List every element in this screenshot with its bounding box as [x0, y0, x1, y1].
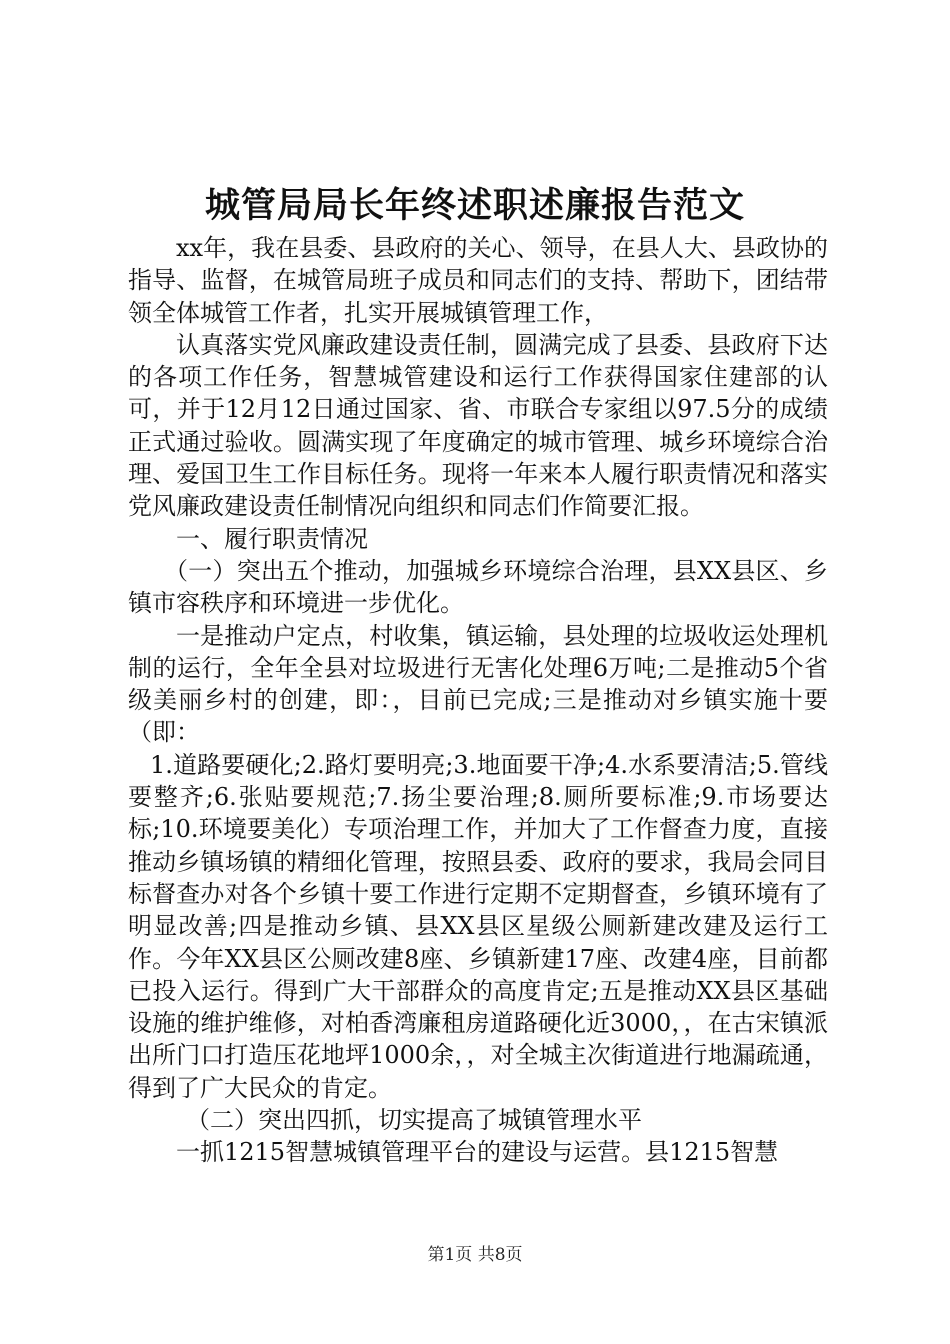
- paragraph-summary: 认真落实党风廉政建设责任制，圆满完成了县委、县政府下达的各项工作任务，智慧城管建设和运行工作获得国家住建部的认可，并于12月12日通过国家、省、市联合专家组以97.5分的成绩正式通过验收。圆满实现了年度确定的城市管理、城乡环境综合治理、爱国卫生工作目标任务。现将一年来本人履行职责情况和落实党风廉政建设责任制情况向组织和同志们作简要汇报。: [128, 330, 828, 521]
- document-body: [128, 232, 828, 1169]
- paragraph-ten-requirements: 1.道路要硬化;2.路灯要明亮;3.地面要干净;4.水系要清洁;5.管线要整齐;6.张贴要规范;7.扬尘要治理;8.厕所要标准;9.市场要达标;10.环境要美化）专项治理工作，并加大了工作督查力度，直接推动乡镇场镇的精细化管理，按照县委、政府的要求，我局会同目标督查办对各个乡镇十要工作进行定期不定期督查，乡镇环境有了明显改善;四是推动乡镇、县XX县区星级公厕新建改建及运行工作。今年XX县区公厕改建8座、乡镇新建17座、改建4座，目前都已投入运行。得到广大干部群众的高度肯定;五是推动XX县区基础设施的维护维修，对柏香湾廉租房道路硬化近3000，，在古宋镇派出所门口打造压花地坪1000余，，对全城主次街道进行地漏疏通，得到了广大民众的肯定。: [128, 750, 828, 1102]
- document-title: 城管局局长年终述职述廉报告范文: [204, 185, 745, 226]
- paragraph-five-pushes: 一是推动户定点，村收集，镇运输，县处理的垃圾收运处理机制的运行，全年全县对垃圾进行无害化处理6万吨;二是推动5个省级美丽乡村的创建，即：，目前已完成;三是推动对乡镇实施十要（即：: [128, 621, 828, 747]
- page-footer: 第1页 共8页: [427, 1245, 523, 1265]
- paragraph-four-grasps: 一抓1215智慧城镇管理平台的建设与运营。县1215智慧: [176, 1138, 779, 1167]
- paragraph-intro: xx年，我在县委、县政府的关心、领导，在县人大、县政协的指导、监督，在城管局班子成员和同志们的支持、帮助下，团结带领全体城管工作者，扎实开展城镇管理工作，: [128, 234, 828, 327]
- subsection-heading-1: （一）突出五个推动，加强城乡环境综合治理，县XX县区、乡镇市容秩序和环境进一步优化。: [128, 556, 828, 618]
- subsection-heading-2: （二）突出四抓，切实提高了城镇管理水平: [186, 1106, 642, 1135]
- section-heading-1: 一、履行职责情况: [176, 524, 368, 553]
